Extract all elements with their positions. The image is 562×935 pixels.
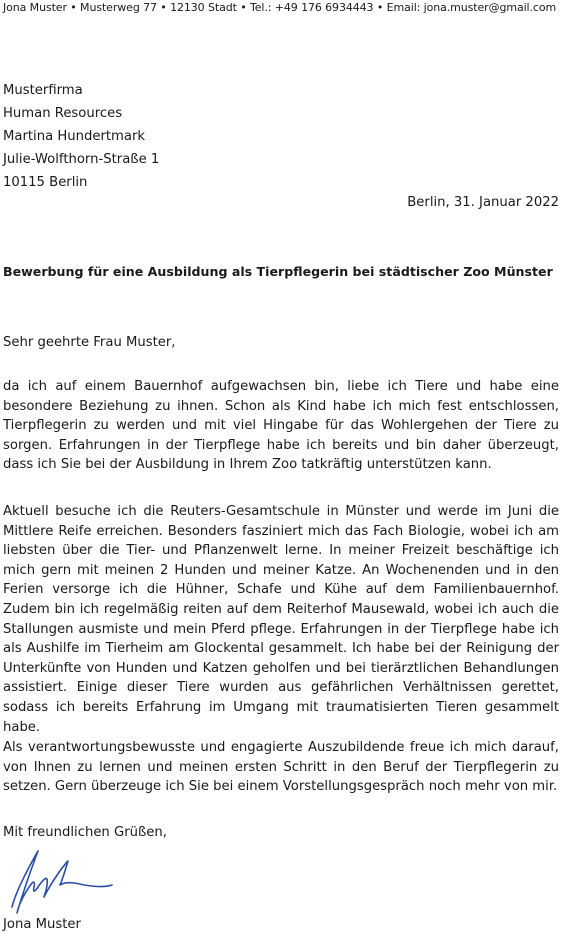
body-paragraph-3: Als verantwortungsbewusste und engagierte Auszubildende freue ich mich darauf, von Ihnen zu lernen und meinen ersten Schritt in den Beruf der Tierpflegerin zu setzen. Gern überzeuge ich Sie bei einem Vorstellungsgespräch noch mehr von mir.	[3, 740, 559, 795]
letter-date: Berlin, 31. Januar 2022	[407, 195, 559, 210]
recipient-contact-person: Martina Hundertmark	[3, 129, 146, 144]
body-paragraph-2: Aktuell besuche ich die Reuters-Gesamtschule in Münster und werde im Juni die Mittlere Reife erreichen. Besonders fasziniert mich das Fach Biologie, wobei ich am liebsten über die Tier- und Pflanzenwelt lerne. In meiner Freizeit beschäftige ich mich gern mit meinen 2 Hunden und meiner Katze. An Wochenenden und in den Ferien versorge ich die Hühner, Schafe und Kühe auf dem Familienbauernhof. Zudem bin ich regelmäßig reiten auf dem Reiterhof Mausewald, wobei ich auch die Stallungen ausmiste und mein Pferd pflege. Erfahrungen in der Tierpflege habe ich als Aushilfe im Tierheim am Glockental gesammelt. Ich habe bei der Reinigung der Unterkünfte von Hunden und Katzen geholfen und bei tierärztlichen Behandlungen assistiert. Einige dieser Tiere wurden aus gefährlichen Verhältnissen gerettet, sodass ich bereits Erfahrung im Umgang mit traumatisierten Tieren gesammelt habe.	[3, 504, 559, 735]
sender-name: Jona Muster	[3, 917, 81, 932]
sender-contact-line: Jona Muster • Musterweg 77 • 12130 Stadt • Tel.: +49 176 6934443 • Email: jona.muster@gmail.com	[3, 1, 557, 14]
body-paragraph-1: da ich auf einem Bauernhof aufgewachsen bin, liebe ich Tiere und habe eine besondere Beziehung zu ihnen. Schon als Kind habe ich mich fest entschlossen, Tierpflegerin zu werden und mit viel Hingabe für das Wohlergehen der Tiere zu sorgen. Erfahrungen in der Tierpflege habe ich bereits und bin daher überzeugt, dass ich Sie bei der Ausbildung in Ihrem Zoo tatkräftig unterstützen kann.	[3, 379, 559, 473]
salutation: Sehr geehrte Frau Muster,	[3, 335, 176, 350]
recipient-city: 10115 Berlin	[3, 175, 88, 190]
recipient-department: Human Resources	[3, 106, 123, 121]
recipient-company: Musterfirma	[3, 83, 83, 98]
letter-subject: Bewerbung für eine Ausbildung als Tierpflegerin bei städtischer Zoo Münster	[3, 264, 553, 279]
closing-phrase: Mit freundlichen Grüßen,	[3, 825, 167, 840]
signature-stroke	[12, 851, 112, 913]
handwritten-signature	[2, 845, 117, 917]
recipient-street: Julie-Wolfthorn-Straße 1	[3, 152, 160, 167]
recipient-address-block	[3, 79, 159, 194]
